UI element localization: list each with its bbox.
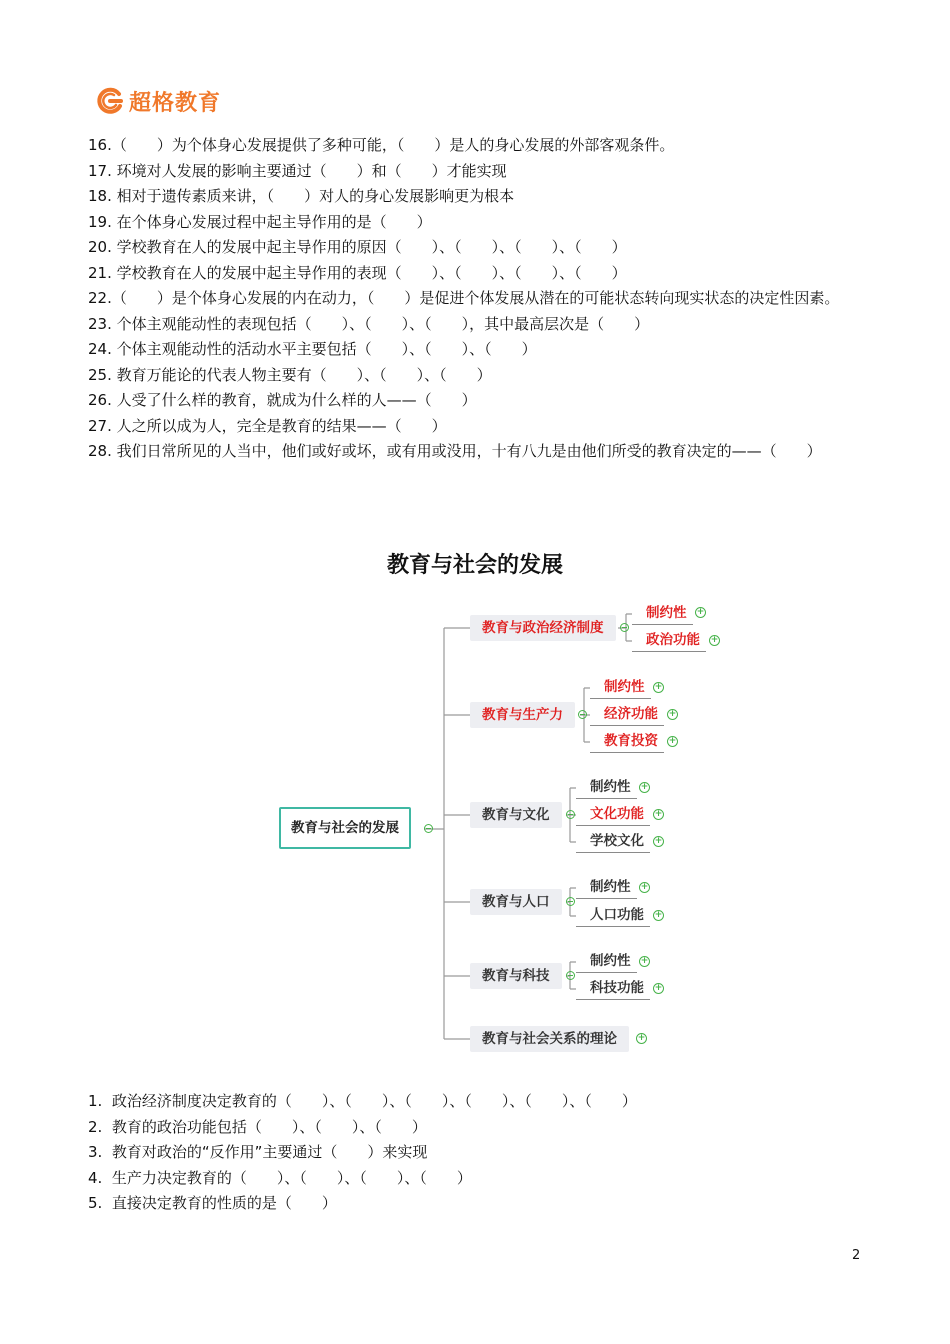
question-list-part1: [88, 133, 868, 465]
question-item: 24. 个体主观能动性的活动水平主要包括（ ）、（ ）、（ ）: [88, 340, 537, 358]
expand-icon: +: [696, 607, 705, 617]
branch-politics-economy: 教育与政治经济制度: [470, 615, 616, 641]
leaf-node: 制约性: [576, 876, 637, 899]
branch-social-theory: 教育与社会关系的理论: [470, 1026, 629, 1052]
expand-icon: +: [654, 910, 663, 920]
leaf-node: 制约性: [576, 776, 637, 799]
expand-icon: +: [668, 709, 677, 719]
branch-population: 教育与人口: [470, 889, 562, 915]
question-item: 3. 教育对政治的“反作用”主要通过（ ）来实现: [88, 1143, 428, 1161]
branch-culture: 教育与文化: [470, 802, 562, 828]
leaf-node: 学校文化: [576, 830, 650, 853]
collapse-icon: [578, 710, 587, 719]
question-item: 26. 人受了什么样的教育，就成为什么样的人——（ ）: [88, 391, 477, 409]
question-list-part2: [88, 1089, 868, 1217]
leaf-node: 文化功能: [576, 803, 650, 826]
brand-logo: [95, 84, 221, 118]
expand-icon: +: [654, 682, 663, 692]
question-item: 16.（ ）为个体身心发展提供了多种可能，（ ）是人的身心发展的外部客观条件。: [88, 136, 675, 154]
question-item: 1. 政治经济制度决定教育的（ ）、（ ）、（ ）、（ ）、（ ）、（ ）: [88, 1092, 637, 1110]
leaf-node: 制约性: [576, 950, 637, 973]
leaf-node: 人口功能: [576, 904, 650, 927]
expand-icon: +: [654, 836, 663, 846]
question-item: 4. 生产力决定教育的（ ）、（ ）、（ ）、（ ）: [88, 1168, 472, 1187]
page-number: 2: [852, 1248, 861, 1263]
question-item: 23. 个体主观能动性的表现包括（ ）、（ ）、（ ），其中最高层次是（ ）: [88, 314, 650, 333]
brand-logo-text: 超格教育: [129, 90, 222, 116]
expand-icon: +: [654, 983, 663, 993]
question-item: 20. 学校教育在人的发展中起主导作用的原因（ ）、（ ）、（ ）、（ ）: [88, 238, 627, 256]
question-item: 19. 在个体身心发展过程中起主导作用的是（ ）: [88, 212, 432, 231]
expand-icon: +: [637, 1033, 646, 1043]
leaf-node: 制约性: [632, 602, 693, 625]
collapse-icon: [566, 971, 575, 980]
expand-icon: +: [640, 882, 649, 892]
collapse-icon: [566, 810, 575, 819]
collapse-icon: [566, 897, 575, 906]
branch-technology: 教育与科技: [470, 963, 562, 989]
expand-icon: +: [640, 782, 649, 792]
leaf-node: 教育投资: [590, 730, 664, 753]
branch-productivity: 教育与生产力: [470, 702, 575, 728]
question-item: 27. 人之所以成为人，完全是教育的结果——（ ）: [88, 416, 447, 435]
question-item: 28. 我们日常所见的人当中，他们或好或坏，或有用或没用，十有八九是由他们所受的教育决定的——（ ）: [88, 442, 822, 460]
question-item: 21. 学校教育在人的发展中起主导作用的表现（ ）、（ ）、（ ）、（ ）: [88, 263, 627, 282]
expand-icon: +: [668, 736, 677, 746]
expand-icon: +: [640, 956, 649, 966]
mind-map-root: 教育与社会的发展: [279, 807, 411, 849]
question-item: 17. 环境对人发展的影响主要通过（ ）和（ ）才能实现: [88, 161, 507, 180]
collapse-icon: [620, 623, 629, 632]
leaf-node: 政治功能: [632, 629, 706, 652]
leaf-node: 制约性: [590, 676, 651, 699]
question-item: 2. 教育的政治功能包括（ ）、（ ）、（ ）: [88, 1117, 427, 1136]
question-item: 5. 直接决定教育的性质的是（ ）: [88, 1194, 337, 1212]
expand-icon: +: [710, 635, 719, 645]
question-item: 25. 教育万能论的代表人物主要有（ ）、（ ）、（ ）: [88, 365, 492, 384]
question-item: 18. 相对于遗传素质来讲，（ ）对人的身心发展影响更为根本: [88, 187, 515, 205]
expand-icon: +: [654, 809, 663, 819]
question-item: 22.（ ）是个体身心发展的内在动力，（ ）是促进个体发展从潜在的可能状态转向现实状态的决定性因素。: [88, 289, 840, 307]
brand-logo-icon: [95, 86, 125, 116]
leaf-node: 经济功能: [590, 703, 664, 726]
collapse-icon: [424, 824, 433, 833]
section-title: 教育与社会的发展: [386, 553, 563, 578]
leaf-node: 科技功能: [576, 977, 650, 1000]
